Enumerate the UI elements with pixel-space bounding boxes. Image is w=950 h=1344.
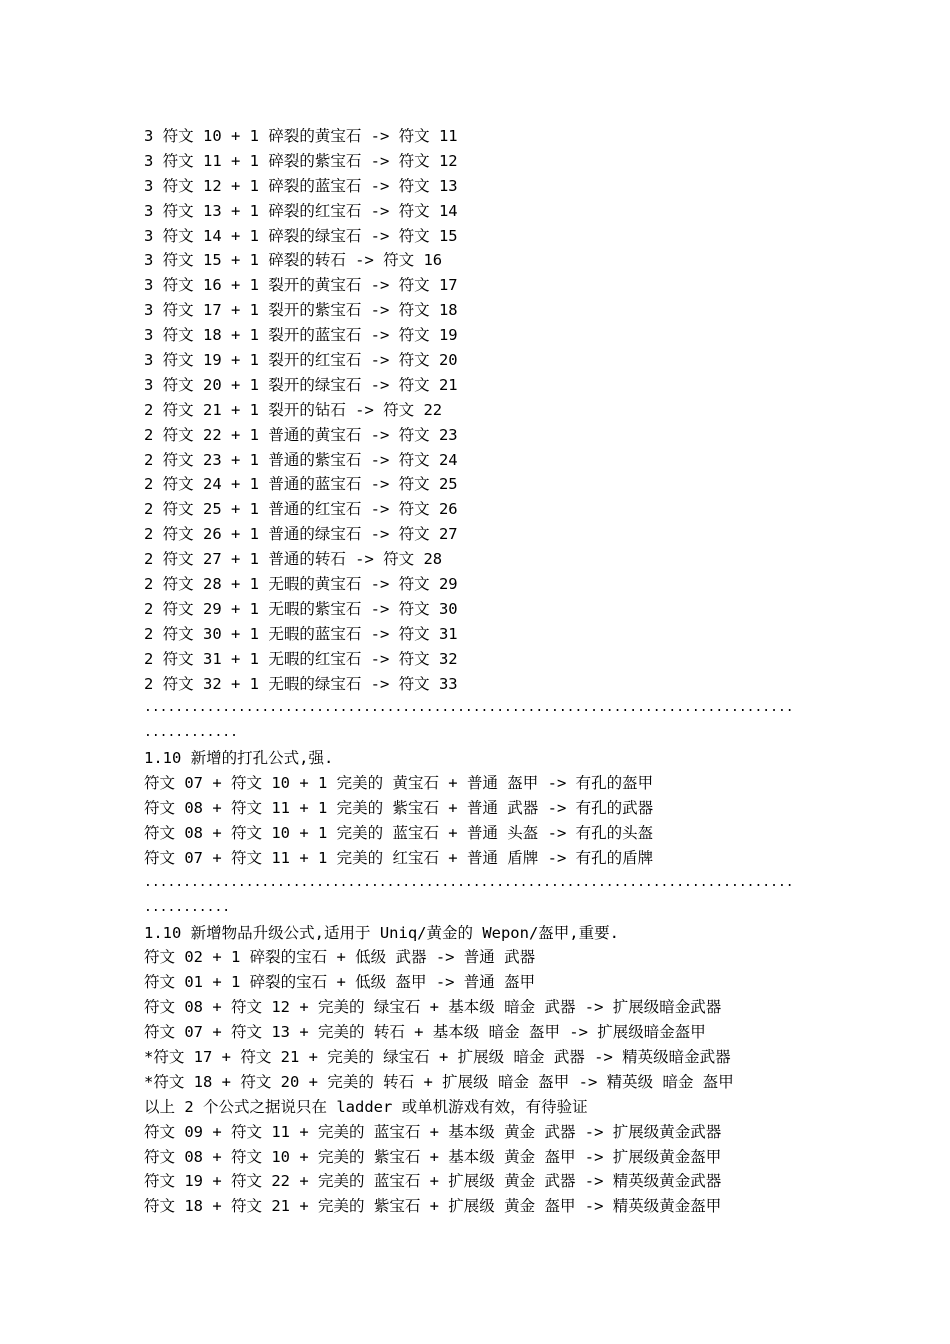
formula-line: 3 符文 18 + 1 裂开的蓝宝石 -> 符文 19 bbox=[144, 326, 458, 345]
formula-line: 符文 09 + 符文 11 + 完美的 蓝宝石 + 基本级 黄金 武器 -> 扩展级黄金武器 bbox=[144, 1122, 722, 1141]
formula-line: 符文 08 + 符文 10 + 1 完美的 蓝宝石 + 普通 头盔 -> 有孔的头盔 bbox=[144, 823, 654, 842]
separator-dots: ................................................................................... bbox=[144, 700, 794, 716]
formula-line: 2 符文 22 + 1 普通的黄宝石 -> 符文 23 bbox=[144, 425, 458, 444]
formula-line: 3 符文 15 + 1 碎裂的转石 -> 符文 16 bbox=[144, 251, 443, 270]
formula-line: 2 符文 26 + 1 普通的绿宝石 -> 符文 27 bbox=[144, 525, 458, 544]
formula-line: 符文 07 + 符文 10 + 1 完美的 黄宝石 + 普通 盔甲 -> 有孔的盔甲 bbox=[144, 774, 654, 793]
socket-formula-list bbox=[144, 771, 824, 871]
formula-line: *符文 18 + 符文 20 + 完美的 转石 + 扩展级 暗金 盔甲 -> 精英级 暗金 盔甲 bbox=[144, 1072, 734, 1091]
formula-line: 符文 08 + 符文 11 + 1 完美的 紫宝石 + 普通 武器 -> 有孔的武器 bbox=[144, 799, 654, 818]
formula-line: 符文 18 + 符文 21 + 完美的 紫宝石 + 扩展级 黄金 盔甲 -> 精英级黄金盔甲 bbox=[144, 1197, 722, 1216]
rune-upgrade-list bbox=[144, 124, 824, 696]
formula-line: 符文 07 + 符文 11 + 1 完美的 红宝石 + 普通 盾牌 -> 有孔的盾牌 bbox=[144, 848, 654, 867]
formula-line: *符文 17 + 符文 21 + 完美的 绿宝石 + 扩展级 暗金 武器 -> 精英级暗金武器 bbox=[144, 1047, 731, 1066]
formula-line: 3 符文 10 + 1 碎裂的黄宝石 -> 符文 11 bbox=[144, 127, 458, 145]
formula-line: 3 符文 14 + 1 碎裂的绿宝石 -> 符文 15 bbox=[144, 226, 458, 245]
formula-line: 3 符文 19 + 1 裂开的红宝石 -> 符文 20 bbox=[144, 351, 458, 370]
separator-dots-cont: ........... bbox=[144, 899, 231, 915]
formula-line: 符文 07 + 符文 13 + 完美的 转石 + 基本级 暗金 盔甲 -> 扩展级暗金盔甲 bbox=[144, 1023, 706, 1042]
document-page bbox=[144, 124, 824, 1219]
formula-line: 符文 02 + 1 碎裂的宝石 + 低级 武器 -> 普通 武器 bbox=[144, 948, 536, 967]
formula-line: 2 符文 25 + 1 普通的红宝石 -> 符文 26 bbox=[144, 500, 458, 519]
formula-line: 2 符文 29 + 1 无暇的紫宝石 -> 符文 30 bbox=[144, 599, 458, 618]
formula-line: 以上 2 个公式之据说只在 ladder 或单机游戏有效，有待验证 bbox=[144, 1097, 588, 1116]
formula-line: 3 符文 13 + 1 碎裂的红宝石 -> 符文 14 bbox=[144, 201, 458, 220]
section-heading-socket: 1.10 新增的打孔公式,强. bbox=[144, 749, 334, 768]
formula-line: 3 符文 11 + 1 碎裂的紫宝石 -> 符文 12 bbox=[144, 151, 458, 170]
section-heading-upgrade: 1.10 新增物品升级公式,适用于 Uniq/黄金的 Wepon/盔甲,重要. bbox=[144, 923, 619, 942]
formula-line: 符文 08 + 符文 10 + 完美的 紫宝石 + 基本级 黄金 盔甲 -> 扩展级黄金盔甲 bbox=[144, 1147, 722, 1166]
formula-line: 3 符文 12 + 1 碎裂的蓝宝石 -> 符文 13 bbox=[144, 176, 458, 195]
formula-line: 3 符文 16 + 1 裂开的黄宝石 -> 符文 17 bbox=[144, 276, 458, 295]
formula-line: 2 符文 28 + 1 无暇的黄宝石 -> 符文 29 bbox=[144, 575, 458, 594]
formula-line: 2 符文 23 + 1 普通的紫宝石 -> 符文 24 bbox=[144, 450, 458, 469]
formula-line: 2 符文 30 + 1 无暇的蓝宝石 -> 符文 31 bbox=[144, 624, 458, 643]
formula-line: 2 符文 32 + 1 无暇的绿宝石 -> 符文 33 bbox=[144, 674, 458, 693]
upgrade-formula-list bbox=[144, 945, 824, 1219]
formula-line: 2 符文 31 + 1 无暇的红宝石 -> 符文 32 bbox=[144, 649, 458, 668]
separator-dots-cont: ............ bbox=[144, 725, 238, 741]
separator-dots: ................................................................................... bbox=[144, 874, 794, 890]
formula-line: 3 符文 20 + 1 裂开的绿宝石 -> 符文 21 bbox=[144, 375, 458, 394]
formula-line: 2 符文 27 + 1 普通的转石 -> 符文 28 bbox=[144, 550, 443, 569]
formula-line: 3 符文 17 + 1 裂开的紫宝石 -> 符文 18 bbox=[144, 301, 458, 320]
formula-line: 符文 19 + 符文 22 + 完美的 蓝宝石 + 扩展级 黄金 武器 -> 精英级黄金武器 bbox=[144, 1172, 722, 1191]
formula-line: 2 符文 24 + 1 普通的蓝宝石 -> 符文 25 bbox=[144, 475, 458, 494]
formula-line: 2 符文 21 + 1 裂开的钻石 -> 符文 22 bbox=[144, 400, 443, 419]
formula-line: 符文 01 + 1 碎裂的宝石 + 低级 盔甲 -> 普通 盔甲 bbox=[144, 973, 536, 992]
formula-line: 符文 08 + 符文 12 + 完美的 绿宝石 + 基本级 暗金 武器 -> 扩展级暗金武器 bbox=[144, 998, 722, 1017]
